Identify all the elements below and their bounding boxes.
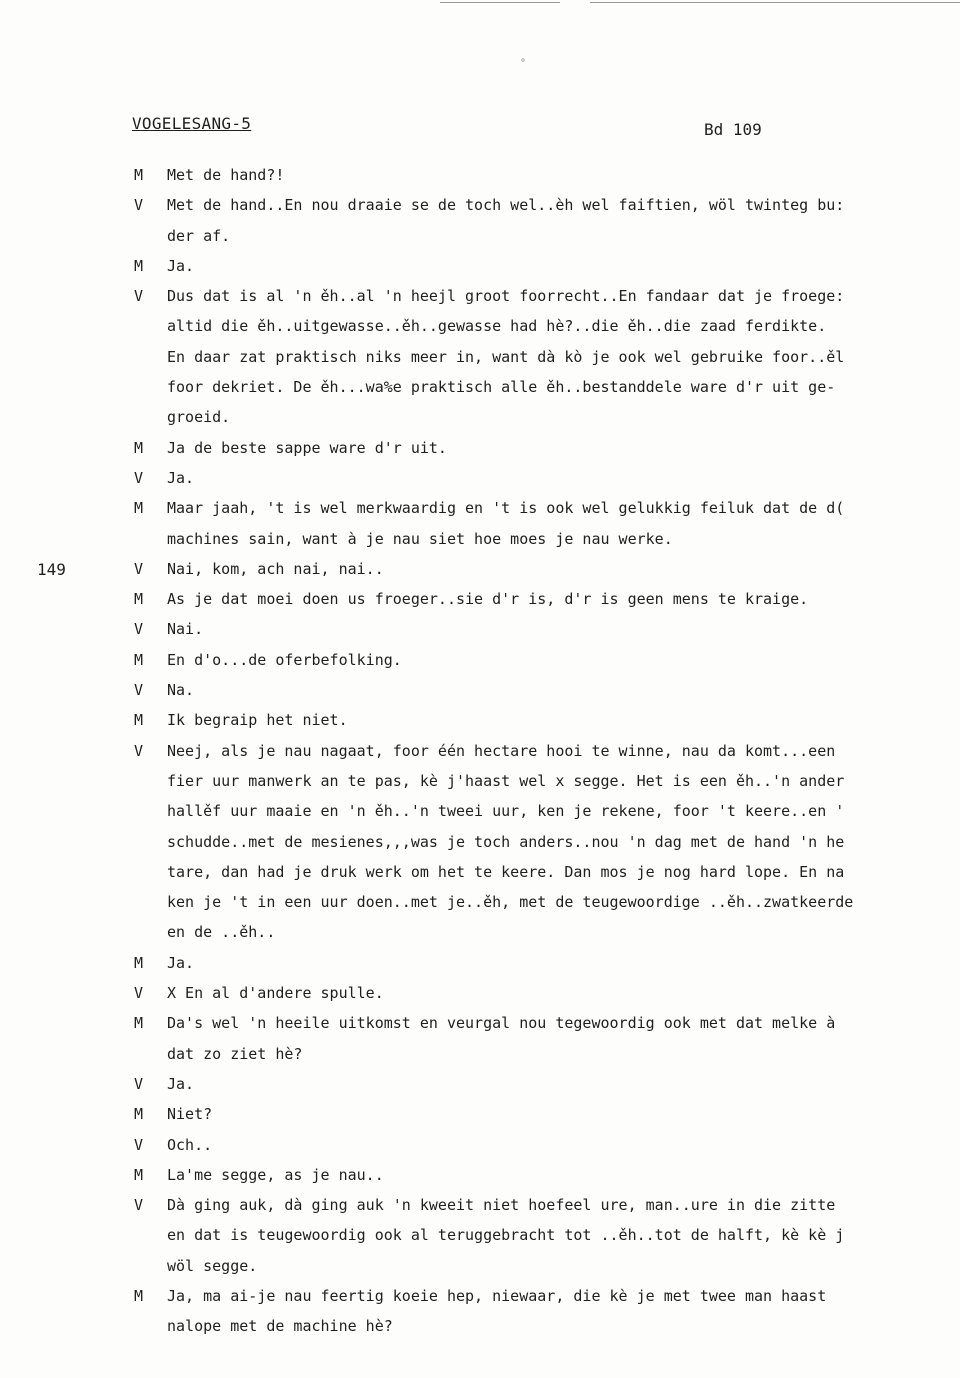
utterance-line: Ja.: [167, 1074, 195, 1093]
transcript-turn: [134, 736, 960, 948]
speaker-label: M: [134, 650, 144, 669]
transcript-turn: [134, 1160, 960, 1190]
utterance-line: Ik begraip het niet.: [167, 711, 348, 730]
transcript-turn: [134, 1099, 960, 1129]
utterance-line: der af.: [167, 226, 231, 245]
speaker-label: M: [134, 590, 144, 609]
utterance-line: Dà ging auk, dà ging auk 'n kweeit niet hoefeel ure, man..ure in die zitte: [167, 1196, 836, 1215]
speaker-label: V: [134, 468, 144, 487]
transcript-turn: [134, 554, 960, 584]
transcript-turn: [134, 1008, 960, 1069]
utterance-line: En daar zat praktisch niks meer in, want dà kò je ook wel gebruike foor..ěl: [167, 347, 845, 366]
utterance-line: wöl segge.: [167, 1256, 258, 1275]
transcript-turn: [134, 1069, 960, 1099]
utterance-line: Och..: [167, 1135, 213, 1154]
speaker-label: M: [134, 711, 144, 730]
utterance-line: machines sain, want à je nau siet hoe moes je nau werke.: [167, 529, 673, 548]
utterance-line: Ja.: [167, 468, 195, 487]
transcript-turn: [134, 584, 960, 614]
speaker-label: M: [134, 256, 144, 275]
margin-counter-number: 149: [37, 560, 66, 579]
transcript-body: [134, 160, 960, 1342]
speaker-label: V: [134, 1074, 144, 1093]
speaker-label: V: [134, 559, 144, 578]
utterance-line: Na.: [167, 681, 195, 700]
transcript-turn: [134, 160, 960, 190]
speaker-label: M: [134, 953, 144, 972]
utterance-line: As je dat moei doen us froeger..sie d'r is, d'r is geen mens te kraige.: [167, 590, 809, 609]
utterance-line: tare, dan had je druk werk om het te keere. Dan mos je nog hard lope. En na: [167, 862, 845, 881]
utterance-line: nalope met de machine hè?: [167, 1317, 393, 1336]
transcript-turn: [134, 978, 960, 1008]
utterance-line: Nai, kom, ach nai, nai..: [167, 559, 384, 578]
utterance-line: Ja.: [167, 953, 195, 972]
page-reference: Bd 109: [704, 120, 762, 139]
speaker-label: V: [134, 681, 144, 700]
speaker-label: M: [134, 499, 144, 518]
utterance-line: Dus dat is al 'n ěh..al 'n heejl groot foorrecht..En fandaar dat je froege:: [167, 287, 845, 306]
speaker-label: V: [134, 620, 144, 639]
transcript-turn: [134, 1281, 960, 1342]
speaker-label: M: [134, 1165, 144, 1184]
utterance-line: en de ..ěh..: [167, 923, 276, 942]
transcript-turn: [134, 190, 960, 251]
utterance-line: groeid.: [167, 408, 231, 427]
speaker-label: V: [134, 196, 144, 215]
speaker-label: V: [134, 1135, 144, 1154]
speaker-label: M: [134, 1014, 144, 1033]
speaker-label: M: [134, 438, 144, 457]
utterance-line: La'me segge, as je nau..: [167, 1165, 384, 1184]
transcript-turn: [134, 251, 960, 281]
utterance-line: Met de hand..En nou draaie se de toch wel..èh wel faiftien, wöl twinteg bu:: [167, 196, 845, 215]
utterance-line: Niet?: [167, 1105, 213, 1124]
transcript-turn: [134, 1130, 960, 1160]
utterance-line: fier uur manwerk an te pas, kè j'haast wel x segge. Het is een ěh..'n ander: [167, 771, 845, 790]
transcript-turn: [134, 675, 960, 705]
speaker-label: V: [134, 984, 144, 1003]
utterance-line: hallěf uur maaie en 'n ěh..'n tweei uur, ken je rekene, foor 't keere..en ': [167, 802, 845, 821]
utterance-line: dat zo ziet hè?: [167, 1044, 303, 1063]
utterance-line: schudde..met de mesienes,,,was je toch anders..nou 'n dag met de hand 'n he: [167, 832, 845, 851]
transcript-turn: [134, 614, 960, 644]
top-rule-left: [440, 2, 560, 3]
speaker-label: V: [134, 1196, 144, 1215]
utterance-line: ken je 't in een uur doen..met je..ěh, met de teugewoordige ..ěh..zwatkeerde: [167, 893, 854, 912]
utterance-line: foor dekriet. De ěh...wa%e praktisch alle ěh..bestanddele ware d'r uit ge-: [167, 378, 836, 397]
utterance-line: Ja.: [167, 256, 195, 275]
speaker-label: M: [134, 1105, 144, 1124]
utterance-line: X En al d'andere spulle.: [167, 984, 384, 1003]
utterance-line: Da's wel 'n heeile uitkomst en veurgal nou tegewoordig ook met dat melke à: [167, 1014, 836, 1033]
document-title: VOGELESANG-5: [132, 114, 252, 133]
transcript-turn: [134, 463, 960, 493]
speaker-label: V: [134, 741, 144, 760]
utterance-line: Ja de beste sappe ware d'r uit.: [167, 438, 447, 457]
speaker-label: M: [134, 1286, 144, 1305]
transcript-turn: [134, 645, 960, 675]
utterance-line: Maar jaah, 't is wel merkwaardig en 't is ook wel gelukkig feiluk dat de d(: [167, 499, 845, 518]
transcript-turn: [134, 948, 960, 978]
transcript-turn: [134, 493, 960, 554]
speaker-label: V: [134, 287, 144, 306]
transcript-turn: [134, 433, 960, 463]
utterance-line: altid die ěh..uitgewasse..ěh..gewasse had hè?..die ěh..die zaad ferdikte.: [167, 317, 827, 336]
speaker-label: M: [134, 166, 144, 184]
transcript-turn: [134, 1190, 960, 1281]
utterance-line: Met de hand?!: [167, 166, 285, 184]
top-rule-right: [590, 2, 960, 3]
utterance-line: Ja, ma ai-je nau feertig koeie hep, niewaar, die kè je met twee man haast: [167, 1286, 827, 1305]
speck-mark: °: [520, 58, 527, 69]
utterance-line: en dat is teugewoordig ook al teruggebracht tot ..ěh..tot de halft, kè kè j: [167, 1226, 845, 1245]
transcript-turn: [134, 281, 960, 432]
transcript-turn: [134, 705, 960, 735]
utterance-line: En d'o...de oferbefolking.: [167, 650, 402, 669]
utterance-line: Nai.: [167, 620, 204, 639]
utterance-line: Neej, als je nau nagaat, foor één hectare hooi te winne, nau da komt...een: [167, 741, 836, 760]
